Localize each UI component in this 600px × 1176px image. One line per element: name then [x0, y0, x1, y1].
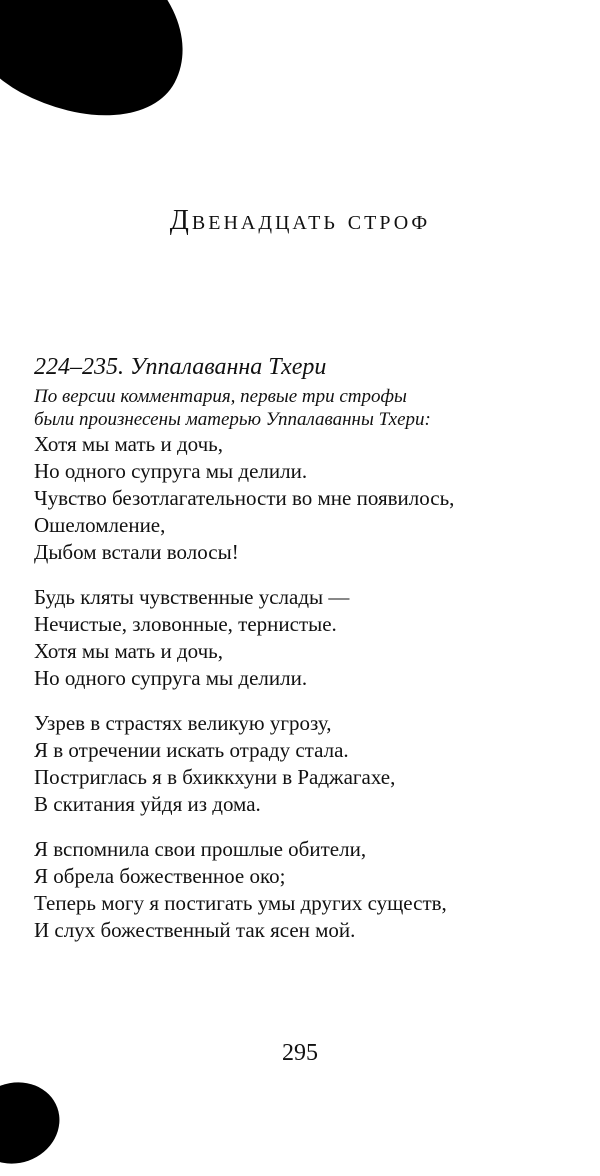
verse-line: Узрев в страстях великую угрозу, [34, 711, 332, 735]
verse-line: Постриглась я в бхиккхуни в Раджагахе, [34, 765, 396, 789]
intro-note [34, 385, 574, 431]
scan-shadow-bottom [0, 1070, 71, 1176]
verse-line: Нечистые, зловонные, тернистые. [34, 612, 337, 636]
verse-line: Я вспомнила свои прошлые обители, [34, 837, 367, 861]
verse-line: Я в отречении искать отраду стала. [34, 738, 349, 762]
verse-line: Будь кляты чувственные услады — [34, 585, 350, 609]
verse-line: Чувство безотлагательности во мне появилось, [34, 486, 455, 510]
verse-line: И слух божественный так ясен мой. [34, 918, 356, 942]
verse-line: Хотя мы мать и дочь, [34, 639, 223, 663]
verse-line: Ошеломление, [34, 513, 166, 537]
stanza-4 [34, 836, 574, 944]
verse-line: Я обрела божественное око; [34, 864, 286, 888]
page-number: 295 [282, 1040, 318, 1066]
stanza-2 [34, 584, 574, 692]
section-heading: 224–235. Уппалаванна Тхери [34, 354, 327, 380]
verse-line: Но одного супруга мы делили. [34, 459, 308, 483]
verse-line: Дыбом встали волосы! [34, 540, 239, 564]
verse-line: Теперь могу я постигать умы других существ, [34, 891, 447, 915]
verse-line: Но одного супруга мы делили. [34, 666, 308, 690]
verse-line: В скитания уйдя из дома. [34, 792, 261, 816]
stanza-1 [34, 431, 574, 566]
stanza-3 [34, 710, 574, 818]
intro-line: были произнесены матерью Уппалаванны Тхери: [34, 409, 431, 430]
chapter-title: Двенадцать строф [169, 205, 431, 236]
poem-section [34, 353, 574, 962]
scan-shadow-top [0, 0, 216, 154]
intro-line: По версии комментария, первые три строфы [34, 386, 407, 407]
verse-line: Хотя мы мать и дочь, [34, 432, 223, 456]
